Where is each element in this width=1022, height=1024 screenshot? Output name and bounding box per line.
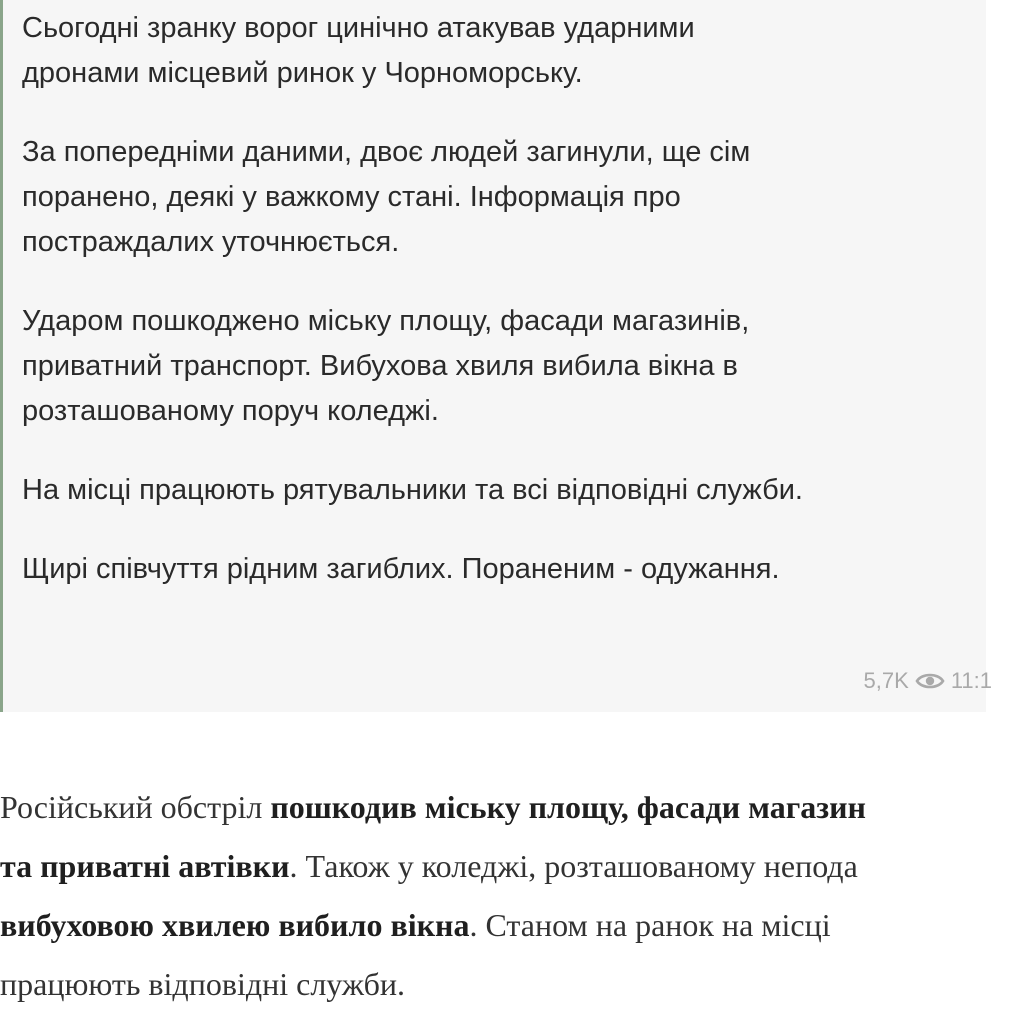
post-paragraph-4 [22,468,1022,513]
article-bold-text: вибуховою хвилею вибило вікна [0,907,470,943]
article-bold-text: та приватні автівки [0,848,290,884]
post-line: Сьогодні зранку ворог цинічно атакував ударними [22,12,695,44]
post-line: поранено, деякі у важкому стані. Інформація про [22,181,681,213]
post-meta [864,668,992,694]
article-line [0,955,1010,1014]
article-text: . Станом на ранок на місці [469,907,831,943]
post-paragraph-3 [22,299,1022,434]
post-line: На місці працюють рятувальники та всі відповідні служби. [22,474,803,506]
post-paragraph-2 [22,130,1022,265]
post-line: Ударом пошкоджено міську площу, фасади магазинів, [22,305,750,337]
post-line: дронами місцевий ринок у Чорноморську. [22,57,583,89]
article-line [0,896,1010,955]
post-text [22,6,1022,626]
post-line: приватний транспорт. Вибухова хвиля вибила вікна в [22,350,738,382]
article-line [0,778,1010,837]
post-accent-border [0,0,3,712]
post-line: За попередніми даними, двоє людей загинули, ще сім [22,136,751,168]
eye-icon [915,671,945,691]
article-text: . Також у коледжі, розташованому непода [289,848,858,884]
article-paragraph [0,778,1010,1014]
post-line: постраждалих уточнюється. [22,226,400,258]
post-paragraph-1 [22,6,1022,96]
post-line: розташованому поруч коледжі. [22,395,439,427]
article-text: працюють відповідні служби. [0,966,405,1002]
article-bold-text: пошкодив міську площу, фасади магазин [270,789,866,825]
article-text: Російський обстріл [0,789,271,825]
post-paragraph-5 [22,547,1022,592]
post-time: 11:1 [950,668,992,693]
post-line: Щирі співчуття рідним загиблих. Пораненим - одужання. [22,553,780,585]
views-count: 5,7K [863,668,909,693]
article-line [0,837,1010,896]
